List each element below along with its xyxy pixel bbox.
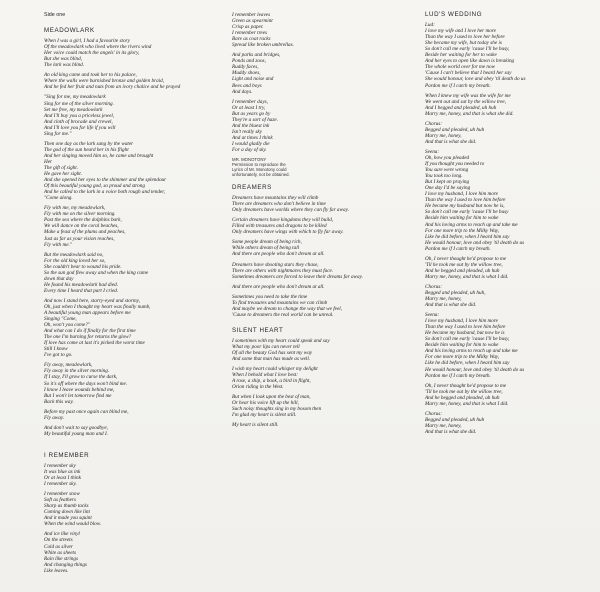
lyric-line: One day I'd be saying [425,185,471,192]
lyric-line: And his loving arms to reach up and take me [425,221,518,228]
lyric-line: Fly with me on the silver morning. [44,211,116,218]
stanza [44,94,224,136]
lyric-line: "Come along. [44,195,73,202]
lyric-line: There are dreamers who don't believe in time [232,201,326,208]
lyric-line: And cloth of brocade and crewel, [44,118,113,125]
lyric-line: She became my wife, but today she is [425,40,502,47]
lyric-line: I remember trees [232,30,268,37]
lyric-line: She would honour, love and obey 'til death do us [425,76,526,83]
lyric-line: If I stay, I'll grow to curse the dark, [44,374,118,381]
stanza [232,99,402,153]
song-title-luds-wedding: LUD'S WEDDING [425,11,483,18]
lyric-line: I love my husband, I love him more [425,318,498,325]
lyric-line: I've got to go. [44,352,73,359]
lyric-line: And ice like vinyl [44,531,80,538]
song-title-meadowlark: MEADOWLARK [44,27,95,35]
lyric-line: And that is what she did. [425,302,477,309]
lyric-line: Or at least I try, [232,104,266,111]
stanza [232,217,402,235]
lyric-line: The gift of sight. [44,164,79,171]
lyric-line: The whole world over for me now [425,64,496,71]
stanza [425,312,595,379]
lyric-line: Of the meadowlark who lived where the rivers wind [44,44,152,51]
song-title-silent-heart: SILENT HEART [232,326,284,334]
silent-heart-lyrics [232,338,402,429]
lyric-line: When I knew my wife was the wife for me [425,92,511,99]
stanza [232,394,402,418]
lyric-line: Only dreamers have wings with which to fly far away. [232,229,344,236]
lyric-line: Before my past once again can blind me, [44,408,129,415]
lyric-line: And don't wait to say goodbye, [44,424,108,431]
lyric-line: And her singing moved him so, he came and brought [44,152,154,159]
lyric-line: And he begged and pleaded, uh huh [425,267,500,274]
lyric-line: Oh, I never thought he'd propose to me [425,255,507,262]
lyric-line: Just as far as your vision reaches, [44,235,115,242]
lyric-line: I'm glad my heart is silent still. [232,412,297,419]
lyric-line: There are others with nightmares they must face. [232,267,334,274]
lyric-line: Every time I heard that part I cried. [44,287,119,294]
lyric-line: And he begged and pleaded, uh huh [425,394,500,401]
lyric-line: I remember days, [232,98,268,105]
lyric-line: Like leaves. [44,567,69,574]
column-left [44,12,224,578]
lyric-line: 'Til he took me out by the willow tree, [425,261,503,268]
lyric-line: Seena: [425,148,440,155]
lyric-line: Make a feast of the plums and peaches, [44,229,126,236]
lyric-line: I know I leave wounds behind me, [44,386,115,393]
lyric-line: Dreamers have shooting stars they chase, [232,261,319,268]
lyric-line: down that day [44,275,74,282]
stanza [232,338,402,362]
lyric-line: And at times I think [232,134,273,141]
lyric-line: I remember sky [44,462,76,469]
lyric-line: Then one day as the lark sang by the water [44,140,134,147]
lyric-line: I wish my heart could whisper my delight [232,366,318,373]
stanza [232,422,402,428]
meadowlark-lyrics [44,38,224,437]
stanza [232,195,402,213]
lyric-line: Sing for me." [44,130,72,137]
i-remember-lyrics [44,463,224,574]
lyric-line: You took too long. [425,173,463,180]
lyric-line: The god of the sun heard her in his flight [44,146,129,153]
lyric-line: Beside him waiting for him to wake [425,342,499,349]
lyric-line: 'Cause I can't believe that I heard her say [425,70,512,77]
stanza [425,149,595,252]
lyric-line: Or at least I think [44,475,81,482]
lyric-line: Crisp as paper. [232,24,264,31]
lyric-line: Fly with me, my meadowlark, [44,205,106,212]
lyric-line: White as sheets [44,549,76,556]
lyric-line: I sometimes with my heart could speak and say [232,337,330,344]
lyric-line: Of this beautiful young god, so proud and strong [44,183,145,190]
lyric-line: What my poor lips can never tell [232,343,300,350]
i-remember-lyrics-continued [232,12,402,153]
lyric-line: Such noisy thoughts sing in my bosom then [232,406,322,413]
lyric-line: Beside him waiting for him to wake [425,215,499,222]
lyric-line: We went out and sat by the willow tree, [425,98,507,105]
lyric-line: Begged and pleaded, uh huh [425,126,485,133]
lyric-line: And maybe we dream to change the way that we feel, [232,305,343,312]
lyric-line: So the sun god flew away and when the king came [44,269,149,276]
lyric-line: It was blue as ink [44,469,81,475]
stanza [425,256,595,280]
lyric-line: "Sing for me, my meadowlark [44,94,106,101]
stanza [232,262,402,280]
lyric-line: And what can I do if finally for the first time [44,328,136,335]
lyric-line: For a day of sky. [232,146,267,153]
stanza [44,252,224,294]
lyric-line: But she was blind, [44,56,83,63]
lyric-line: Like he did before, when I heard him say [425,233,510,240]
lyric-line: Like he did before, when I heard him say [425,360,510,367]
stanza [425,411,595,435]
lyric-line: The lark was blind. [44,62,85,69]
lyric-line: An old king came and took her to his palace, [44,72,137,79]
lyric-line: My heart is silent still. [232,422,279,429]
stanza [232,284,402,290]
lyric-line: But I kept on praying [425,179,470,186]
lyric-line: Cold as silver [44,543,73,550]
song-title-i-remember: I REMEMBER [44,451,90,459]
stanza [425,22,595,89]
lyric-line: Marry me, honey, [425,296,462,303]
lyric-line: Spread like broken umbrellas. [232,42,294,49]
lyric-line: And there are people who don't dream at all. [232,251,325,258]
lyric-line: Fly away. [44,414,65,421]
lyric-line: And now I stand here, starry-eyed and stormy, [44,297,140,304]
lyric-line: Begged and pleaded, uh huh [425,416,485,423]
lyric-line: And that is what she did. [425,428,477,435]
lyric-line: And he called to the lark in a voice both rough and tender, [44,189,165,196]
lyric-line: We will dance on the coral beaches, [44,223,119,230]
stanza [425,383,595,407]
lyric-line: Fly away, meadowlark, [44,362,93,369]
stanza [232,12,402,48]
lyric-line: Oh, I never thought he'd propose to me [425,382,507,389]
lyric-line: Oh, just when I thought my heart was finally numb, [44,303,151,310]
stanza [44,425,224,437]
lyric-line: He would honour, love and obey 'til death do us [425,239,525,246]
lyric-line: And it made you squint [44,515,92,522]
lyric-line: Bare as coat racks [232,36,271,43]
lyric-line: Pardon me if I catch my breath. [425,82,491,89]
lyric-line: Sometimes dreamers are forced to leave their dreams far away. [232,273,363,280]
stanza [232,294,402,318]
lyric-line: And I begged and pleaded, uh huh [425,104,497,111]
stanza [232,366,402,390]
lyric-line: Some people dream of being rich, [232,239,302,246]
lyric-line: 'Cause to dreamers the real world can be unreal. [232,311,334,318]
lyric-line: Marry me, honey, and that is what I did. [425,273,509,280]
lyric-line: Pardon me if I catch my breath. [425,372,491,379]
lyric-line: Than the way I used to love him before [425,197,506,204]
lyric-line: He became my husband but now he is, [425,203,505,210]
credit-line: unfortunately, not be obtained. [232,172,290,178]
column-right [425,12,595,439]
lyric-line: Bees and boys [232,82,262,89]
stanza [44,531,224,573]
lyric-line: 'Til he took me out by the willow tree, [425,388,503,395]
lyric-line: I love my husband, I love him more [425,191,498,198]
lyric-line: And some that man has made as well. [232,356,311,363]
lyric-line: Pardon me if I catch my breath. [425,245,491,252]
credit-title: MR. MONOTONY [232,157,267,163]
stanza [44,491,224,527]
lyric-line: I would gladly die [232,140,270,147]
lyric-line: For one more trip to the Milky Way, [425,354,500,361]
lyric-line: A beautiful young man appears before me [44,310,131,317]
lyric-line: While others dream of being tall [232,245,300,252]
lyric-line: And I'll love you for life if you will [44,124,116,131]
lyric-line: Sometimes you need to take the time [232,293,308,300]
lyric-line: He became my husband, but now he is [425,330,505,337]
lyric-line: Oh, won't you come?" [44,322,90,329]
lyric-line: If love has come at last it's picked the worst time [44,340,145,347]
lyric-line: Only dreamers have worlds where they can fly far away. [232,207,349,214]
lyric-line: He would honour, love and obey 'til death do us [425,366,525,373]
lyric-line: But I won't let tomorrow find me [44,392,112,399]
lyric-line: Of all the beauty God has sent my way [232,350,313,357]
lyric-line: But when I look upon the best of man, [232,394,311,401]
lyric-line: When I behold what I love best: [232,372,298,379]
lyric-line: Green as spearmint [232,18,273,25]
stanza [44,409,224,421]
lyric-line: Marry me, honey, [425,132,462,139]
lyric-line: Coming down like lint [44,509,90,516]
lyric-line: Marry me, honey, [425,422,462,429]
stanza [232,239,402,257]
lyric-line: Back this way. [44,398,74,405]
lyric-line: Certain dreamers have kingdoms they will build, [232,217,334,224]
lyric-line: Still I know [44,346,68,353]
lyric-line: So don't call me early 'cause I'll be busy, [425,336,510,343]
lyric-line: He gave her sight. [44,171,83,178]
lyric-line: Sing for me of the silver morning. [44,100,114,107]
lyric-line: Past the sea where the dolphins bark, [44,217,122,224]
lyric-line: So don't call me early 'cause I'll be busy [425,209,509,216]
lyric-line: I remember leaves [232,12,271,18]
stanza [232,52,402,94]
lyric-line: Sharp as thumb tacks [44,503,89,510]
lyric-line: And parks and bridges, [232,52,281,59]
lyric-line: And that is what she did. [425,138,477,145]
lyric-line: And there are people who don't dream at all. [232,283,325,290]
stanza [44,38,224,68]
lyric-line: Muddy shoes, [232,70,261,77]
lyric-line: If you thought you needed to [425,161,485,168]
lyric-line: And the bluest ink [232,122,270,129]
lyric-line: Chorus: [425,283,443,290]
lyric-line: Marry me, honey, and that is what she did. [425,110,514,117]
lyric-line: Set me free, my meadowlark [44,106,103,113]
lyric-line: He found his meadowlark had died. [44,281,119,288]
lyric-line: I remember snow [44,491,80,498]
lyric-line: Where the walls were burnished bronze and golden braid, [44,78,165,85]
stanza [425,93,595,117]
lyric-line: But the meadowlark said no, [44,251,104,258]
lyric-line: A rose, a ship, a book, a bird in flight, [232,378,311,385]
lyric-line: And she opened her eyes to the shimmer and the splendour [44,177,167,184]
lyric-line: Seena: [425,312,440,319]
permission-credit [232,157,402,177]
lyric-line: Ruddy faces, [232,64,259,71]
lyric-line: And he fed her fruit and nuts from an ivory chalice and he prayed [44,84,181,91]
lyric-line: She couldn't bear to wound his pride. [44,263,122,270]
lyric-line: And changing things [44,561,87,568]
lyric-line: So it's off where the days won't bind me. [44,380,128,387]
lyric-line: When the wind would blow. [44,521,102,528]
lyric-line: When I was a girl, I had a favourite story [44,38,130,45]
lyric-line: On the streets [44,537,73,544]
lyric-line: And I'll buy you a priceless jewel, [44,112,115,119]
lyric-line: Than the way I used to love him before [425,324,506,331]
lyric-line: Marry me, honey, and that is what I did. [425,400,509,407]
lyric-line: Beside her waiting for her to wake [425,52,497,59]
lyric-line: And his loving arms to reach up and take me [425,348,518,355]
lyric-line: To find treasures and mountains we can climb [232,299,328,306]
dreamers-lyrics [232,195,402,318]
lyric-line: Begged and pleaded, uh huh, [425,289,486,296]
lyric-line: Oh, how you pleaded [425,154,470,161]
lyric-line: Ponds and zoos, [232,58,266,65]
lyric-line: Orion riding in the West. [232,384,284,391]
lyric-line: Isn't really sky [232,128,263,135]
stanza [44,141,224,201]
lyric-line: But as years go by [232,110,271,117]
lyric-line: For one more trip to the Milky Way, [425,227,500,234]
lyric-line: The one I'm burning for returns the glow? [44,334,132,341]
lyric-line: Fly away in the silver morning. [44,368,110,375]
lyric-line: My beautiful young man and I. [44,430,108,437]
stanza [425,284,595,308]
lyric-line: Rain like strings [44,555,79,562]
lyric-line: Or hear his voice lift up the hill, [232,400,299,407]
stanza [44,362,224,404]
lyric-line: Than the way I used to love her before [425,34,505,41]
stanza [44,298,224,358]
lyric-line: They're a sort of haze. [232,116,279,123]
stanza [44,72,224,90]
lyric-line: Light and noise and [232,76,274,83]
lyric-line: I remember sky. [44,481,77,488]
side-label: Side one [44,12,66,18]
lyric-line: Her voice could match the angels' in its glory, [44,50,140,57]
credit-line: Permission to reproduce the [232,162,286,168]
lyric-line: And days. [232,88,253,95]
lyric-line: Fly with me." [44,241,72,248]
lyric-line: Her [44,158,53,165]
lyric-line: You sure were wrong [425,167,469,174]
credit-line: Lyrics of Mr. Monotony could [232,167,287,173]
column-middle [232,12,402,433]
lyric-line: Dreamers have mountains they will climb [232,195,319,202]
luds-wedding-lyrics [425,22,595,435]
lyric-line: Chorus: [425,410,443,417]
lyric-line: Chorus: [425,120,443,127]
lyric-line: Singing "Come, [44,316,77,323]
stanza [44,205,224,247]
lyric-line: For the old king loved her so, [44,257,106,264]
lyric-line: Lud: [425,22,435,29]
stanza [44,463,224,487]
lyric-line: Filled with treasures and dragons to be killed [232,223,327,230]
stanza [425,121,595,145]
lyric-line: And her eyes to open like dawn is breaking [425,58,515,65]
song-title-dreamers: DREAMERS [232,184,272,192]
lyric-line: I love my wife and I love her more [425,28,496,35]
lyric-line: So don't call me early 'cause I'll be busy, [425,46,510,53]
lyric-line: Soft as feathers [44,497,76,504]
